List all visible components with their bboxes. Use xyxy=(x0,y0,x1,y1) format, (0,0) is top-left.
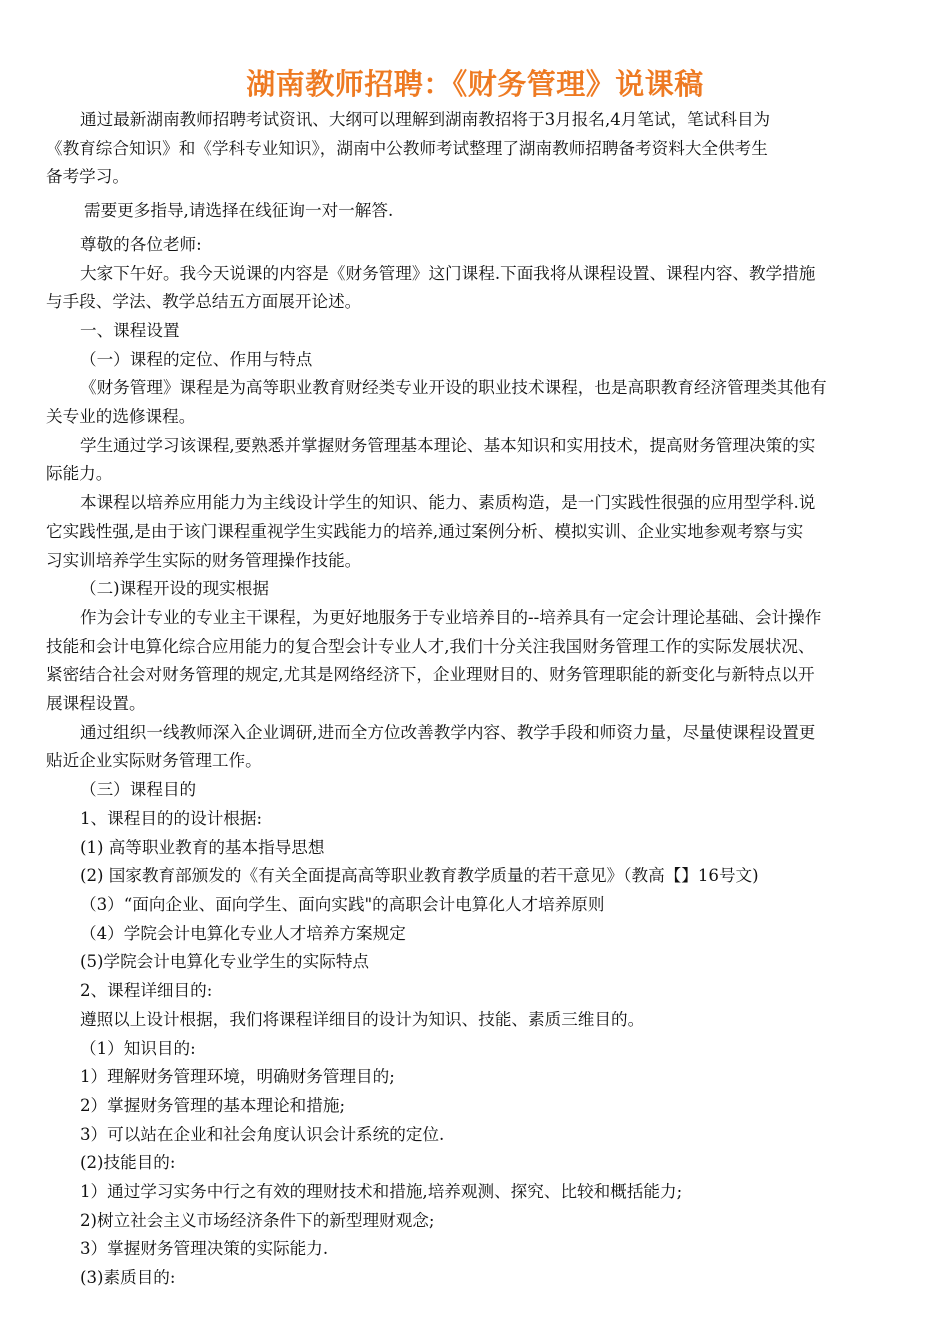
paragraph-line: 通过组织一线教师深入企业调研,进而全方位改善教学内容、教学手段和师资力量，尽量使课程设置更 xyxy=(80,722,816,742)
subsection-heading: （一）课程的定位、作用与特点 xyxy=(80,349,313,369)
paragraph-line: 展课程设置。 xyxy=(46,694,146,714)
paragraph-line: 学生通过学习该课程,要熟悉并掌握财务管理基本理论、基本知识和实用技术，提高财务管理决策的实 xyxy=(80,435,816,455)
list-item: 1）通过学习实务中行之有效的理财技术和措施,培养观测、探究、比较和概括能力; xyxy=(80,1182,683,1202)
paragraph-line: 备考学习。 xyxy=(46,167,129,187)
list-item: 3）可以站在企业和社会角度认识会计系统的定位. xyxy=(80,1124,445,1144)
list-heading: 2、课程详细目的: xyxy=(80,981,213,1001)
document-body xyxy=(46,106,904,1293)
section-heading: 一、课程设置 xyxy=(80,320,180,340)
paragraph-line: 遵照以上设计根据，我们将课程详细目的设计为知识、技能、素质三维目的。 xyxy=(80,1009,645,1029)
paragraph-line: 《财务管理》课程是为高等职业教育财经类专业开设的职业技术课程，也是高职教育经济管理类其他有 xyxy=(80,378,827,398)
paragraph-line: 际能力。 xyxy=(46,464,113,484)
paragraph-line: 《教育综合知识》和《学科专业知识》，湖南中公教师考试整理了湖南教师招聘备考资料大全供考生 xyxy=(46,138,768,158)
list-heading: 1、课程目的的设计根据: xyxy=(80,808,263,828)
subsection-heading: （二)课程开设的现实根据 xyxy=(80,579,270,599)
list-item: 3）掌握财务管理决策的实际能力. xyxy=(80,1239,329,1259)
paragraph-line: 作为会计专业的专业主干课程，为更好地服务于专业培养目的--培养具有一定会计理论基础、会计操作 xyxy=(80,607,822,627)
paragraph-line: 通过最新湖南教师招聘考试资讯、大纲可以理解到湖南教招将于3月报名,4月笔试，笔试科目为 xyxy=(80,110,771,129)
paragraph-line: 它实践性强,是由于该门课程重视学生实践能力的培养,通过案例分析、模拟实训、企业实地参观考察与实 xyxy=(46,521,804,541)
subsection-heading: （三）课程目的 xyxy=(80,780,197,800)
paragraph-line: 与手段、学法、教学总结五方面展开论述。 xyxy=(46,292,362,312)
list-item: (1) 高等职业教育的基本指导思想 xyxy=(80,837,325,857)
document-title: 湖南教师招聘：《财务管理》说课稿 xyxy=(246,67,704,101)
list-item: （4）学院会计电算化专业人才培养方案规定 xyxy=(80,923,406,943)
paragraph-line: 习实训培养学生实际的财务管理操作技能。 xyxy=(46,550,362,570)
paragraph-line: 贴近企业实际财务管理工作。 xyxy=(46,751,262,771)
paragraph-line: 需要更多指导,请选择在线征询一对一解答. xyxy=(84,201,394,221)
paragraph-line: 紧密结合社会对财务管理的规定,尤其是网络经济下，企业理财目的、财务管理职能的新变化与新特点以开 xyxy=(46,665,815,685)
list-item: 2)树立社会主义市场经济条件下的新型理财观念; xyxy=(80,1210,435,1230)
paragraph-line: 大家下午好。我今天说课的内容是《财务管理》这门课程.下面我将从课程设置、课程内容、教学措施 xyxy=(80,263,816,283)
list-item: (5)学院会计电算化专业学生的实际特点 xyxy=(80,952,370,972)
paragraph-line: 技能和会计电算化综合应用能力的复合型会计专业人才,我们十分关注我国财务管理工作的实际发展状况、 xyxy=(46,636,815,656)
list-heading: (2)技能目的: xyxy=(80,1153,176,1173)
salutation: 尊敬的各位老师: xyxy=(80,234,202,254)
list-item: (2) 国家教育部颁发的《有关全面提高高等职业教育教学质量的若干意见》（教高【】16号文) xyxy=(80,866,759,886)
list-item: 1）理解财务管理环境，明确财务管理目的; xyxy=(80,1067,395,1087)
list-item: 2）掌握财务管理的基本理论和措施; xyxy=(80,1095,346,1115)
list-heading: (3)素质目的: xyxy=(80,1268,176,1288)
paragraph-line: 本课程以培养应用能力为主线设计学生的知识、能力、素质构造，是一门实践性很强的应用型学科.说 xyxy=(80,493,816,513)
paragraph-line: 关专业的选修课程。 xyxy=(46,407,196,427)
list-item: （3）“面向企业、面向学生、面向实践"的高职会计电算化人才培养原则 xyxy=(80,894,605,914)
list-heading: （1）知识目的: xyxy=(80,1038,196,1058)
